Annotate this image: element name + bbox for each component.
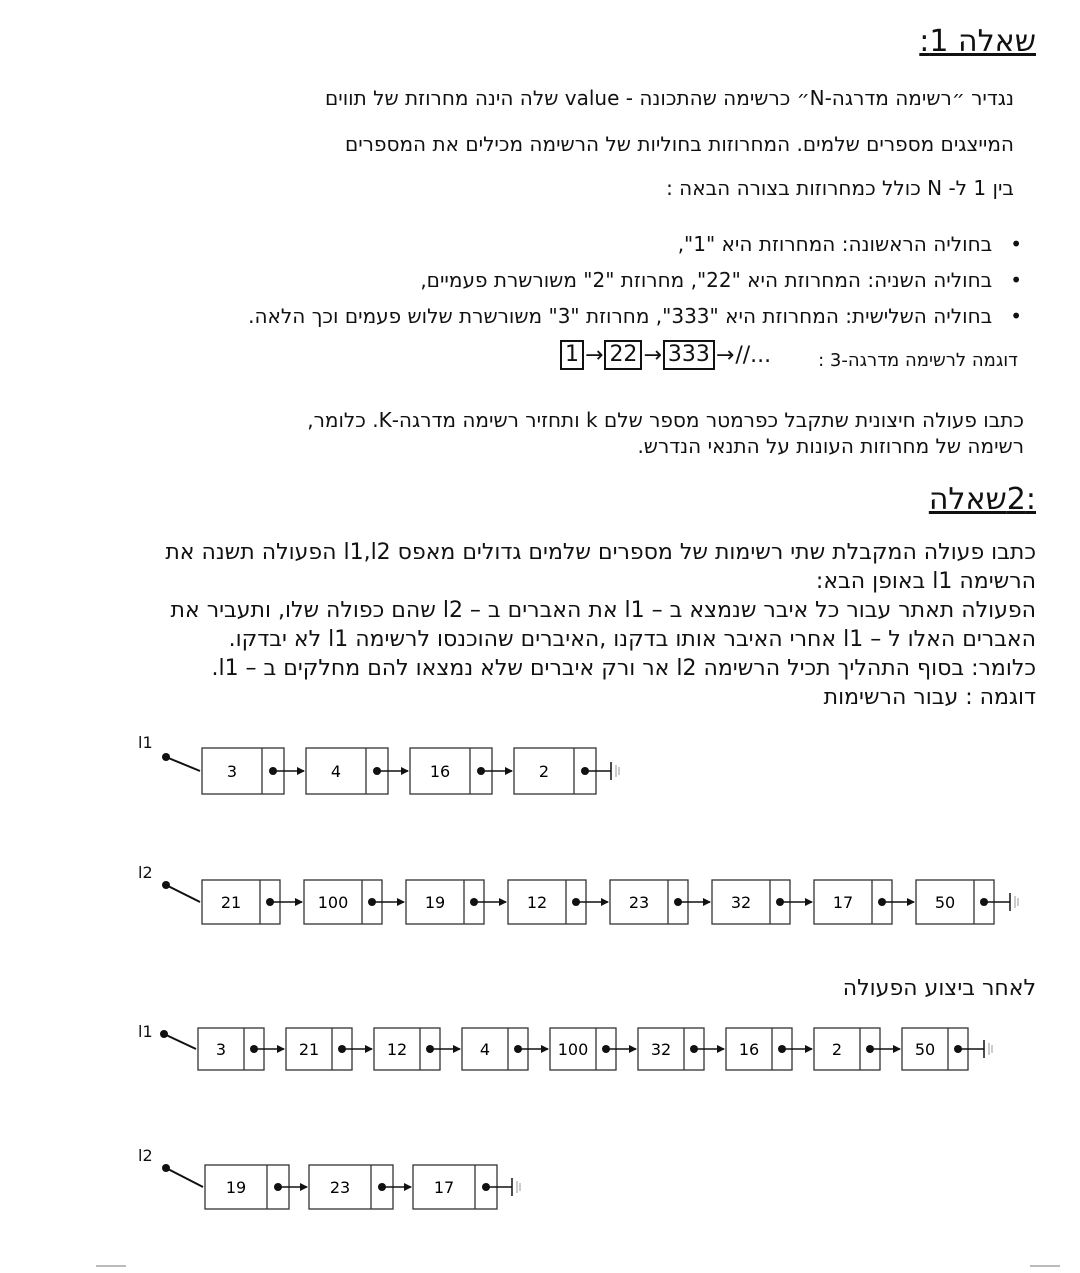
arrow-icon: → [715, 342, 735, 368]
node-value: 4 [479, 1040, 491, 1059]
list-node [202, 748, 284, 794]
list-node [406, 880, 484, 924]
example-tail: //... [735, 342, 772, 368]
list-node [205, 1165, 289, 1209]
list-label-l2-after: l2 [138, 1146, 153, 1165]
q2-line-1: כתבו פעולה המקבלת שתי רשימות של מספרים שלמים גדולים מאפס l1,l2 הפעולה תשנה את [165, 540, 1036, 565]
node-value: 16 [429, 762, 451, 781]
arrow-head [453, 1045, 461, 1053]
node-value: 50 [934, 893, 956, 912]
node-value: 21 [220, 893, 242, 912]
node-value: 100 [557, 1040, 589, 1059]
node-value: 100 [317, 893, 349, 912]
head-arrow [166, 885, 200, 902]
arrow-head [505, 767, 513, 775]
arrow-head [893, 1045, 901, 1053]
example-node: 22 [604, 340, 642, 370]
q1-bullet-text: בחוליה השניה: המחרוזת היא "22", מחרוזת "2" משורשרת פעמיים, [420, 268, 993, 292]
arrow-head [300, 1183, 308, 1191]
node-value: 12 [386, 1040, 408, 1059]
node-value: 23 [329, 1178, 351, 1197]
list-node [712, 880, 790, 924]
node-value: 12 [526, 893, 548, 912]
list-l1-after [160, 1028, 992, 1070]
list-node [309, 1165, 393, 1209]
arrow-head [703, 898, 711, 906]
node-value: 32 [650, 1040, 672, 1059]
q2-line-2: הרשימה l1 באופן הבא: [815, 569, 1036, 594]
node-value: 16 [738, 1040, 760, 1059]
q1-paragraph-line-1: נגדיר ״רשימה מדרגה-N״ כרשימה שהתכונה - value שלה הינה מחרוזת של תווים [324, 86, 1014, 110]
node-value: 19 [225, 1178, 247, 1197]
arrow-head [277, 1045, 285, 1053]
list-l1-before [162, 748, 619, 794]
list-node [306, 748, 388, 794]
list-label-l1-before: l1 [138, 733, 153, 752]
list-node [413, 1165, 497, 1209]
example-node: 1 [560, 340, 584, 370]
head-arrow [166, 1168, 203, 1187]
arrow-icon: → [585, 342, 604, 368]
arrow-head [404, 1183, 412, 1191]
node-value: 17 [433, 1178, 455, 1197]
q2-line-3: הפעולה תאתר עבור כל איבר שנמצא ב – l1 את האברים ב – l2 שהם כפולה שלו, ותעביר את [170, 598, 1036, 623]
arrow-head [717, 1045, 725, 1053]
list-node [916, 880, 994, 924]
q2-line-5: כלומר: בסוף התהליך תכיל הרשימה l2 אר ורק איברים שלא נמצאו להם מחלקים ב – l1. [211, 656, 1036, 681]
node-value: 19 [424, 893, 446, 912]
q1-task-line-2: רשימה של מחרוזות העונות על התנאי הנדרש. [637, 434, 1024, 458]
q1-bullet-text: בחוליה הראשונה: המחרוזת היא "1", [677, 232, 993, 256]
q1-bullet-text: בחוליה השלישית: המחרוזת היא "333", מחרוזת "3" משורשרת שלוש פעמים וכך הלאה. [248, 304, 993, 328]
arrow-head [805, 898, 813, 906]
list-node [514, 748, 596, 794]
q1-task-line-1: כתבו פעולה חיצונית שתקבל כפרמטר מספר שלם k ותחזיר רשימה מדרגה-K. כלומר, [307, 408, 1024, 432]
arrow-head [601, 898, 609, 906]
arrow-head [397, 898, 405, 906]
arrow-head [297, 767, 305, 775]
corner-mark-left [96, 1265, 126, 1267]
question-1-title: שאלה 1: [919, 24, 1036, 59]
q2-line-4: האברים האלו ל – l1 אחרי האיבר אותו בדקנו ,האיברים שהוכנסו לרשימה l1 לא יבדקו. [228, 627, 1036, 652]
list-l2-before [162, 880, 1018, 924]
arrow-head [295, 898, 303, 906]
example-node: 333 [663, 340, 715, 370]
question-2-title: :2שאלה [928, 482, 1036, 517]
node-value: 23 [628, 893, 650, 912]
arrow-head [365, 1045, 373, 1053]
list-node [814, 880, 892, 924]
node-value: 2 [831, 1040, 843, 1059]
arrow-head [907, 898, 915, 906]
arrow-head [629, 1045, 637, 1053]
arrow-head [805, 1045, 813, 1053]
arrow-head [499, 898, 507, 906]
corner-mark-right [1030, 1265, 1060, 1267]
node-value: 32 [730, 893, 752, 912]
node-value: 3 [215, 1040, 227, 1059]
node-value: 17 [832, 893, 854, 912]
list-label-l2-before: l2 [138, 863, 153, 882]
list-node [410, 748, 492, 794]
arrow-icon: → [643, 342, 662, 368]
list-label-l1-after: l1 [138, 1022, 153, 1041]
arrow-head [401, 767, 409, 775]
node-value: 2 [538, 762, 550, 781]
q1-paragraph-line-3: בין 1 ל- N כולל כמחרוזות בצורה הבאה : [666, 176, 1014, 200]
node-value: 3 [226, 762, 238, 781]
head-arrow [164, 1034, 196, 1049]
list-node [508, 880, 586, 924]
list-node [610, 880, 688, 924]
list-l2-after [162, 1164, 520, 1209]
head-arrow [166, 757, 200, 771]
q2-line-6: דוגמה : עבור הרשימות [823, 685, 1036, 710]
node-value: 21 [298, 1040, 320, 1059]
q1-paragraph-line-2: המייצגים מספרים שלמים. המחרוזות בחוליות של הרשימה מכילים את המספרים [344, 132, 1014, 156]
after-operation-label: לאחר ביצוע הפעולה [842, 976, 1036, 1001]
list-node [202, 880, 280, 924]
q1-example-label: דוגמה לרשימה מדרגה-3 : [818, 350, 1018, 371]
node-value: 50 [914, 1040, 936, 1059]
list-node [304, 880, 382, 924]
node-value: 4 [330, 762, 342, 781]
arrow-head [541, 1045, 549, 1053]
